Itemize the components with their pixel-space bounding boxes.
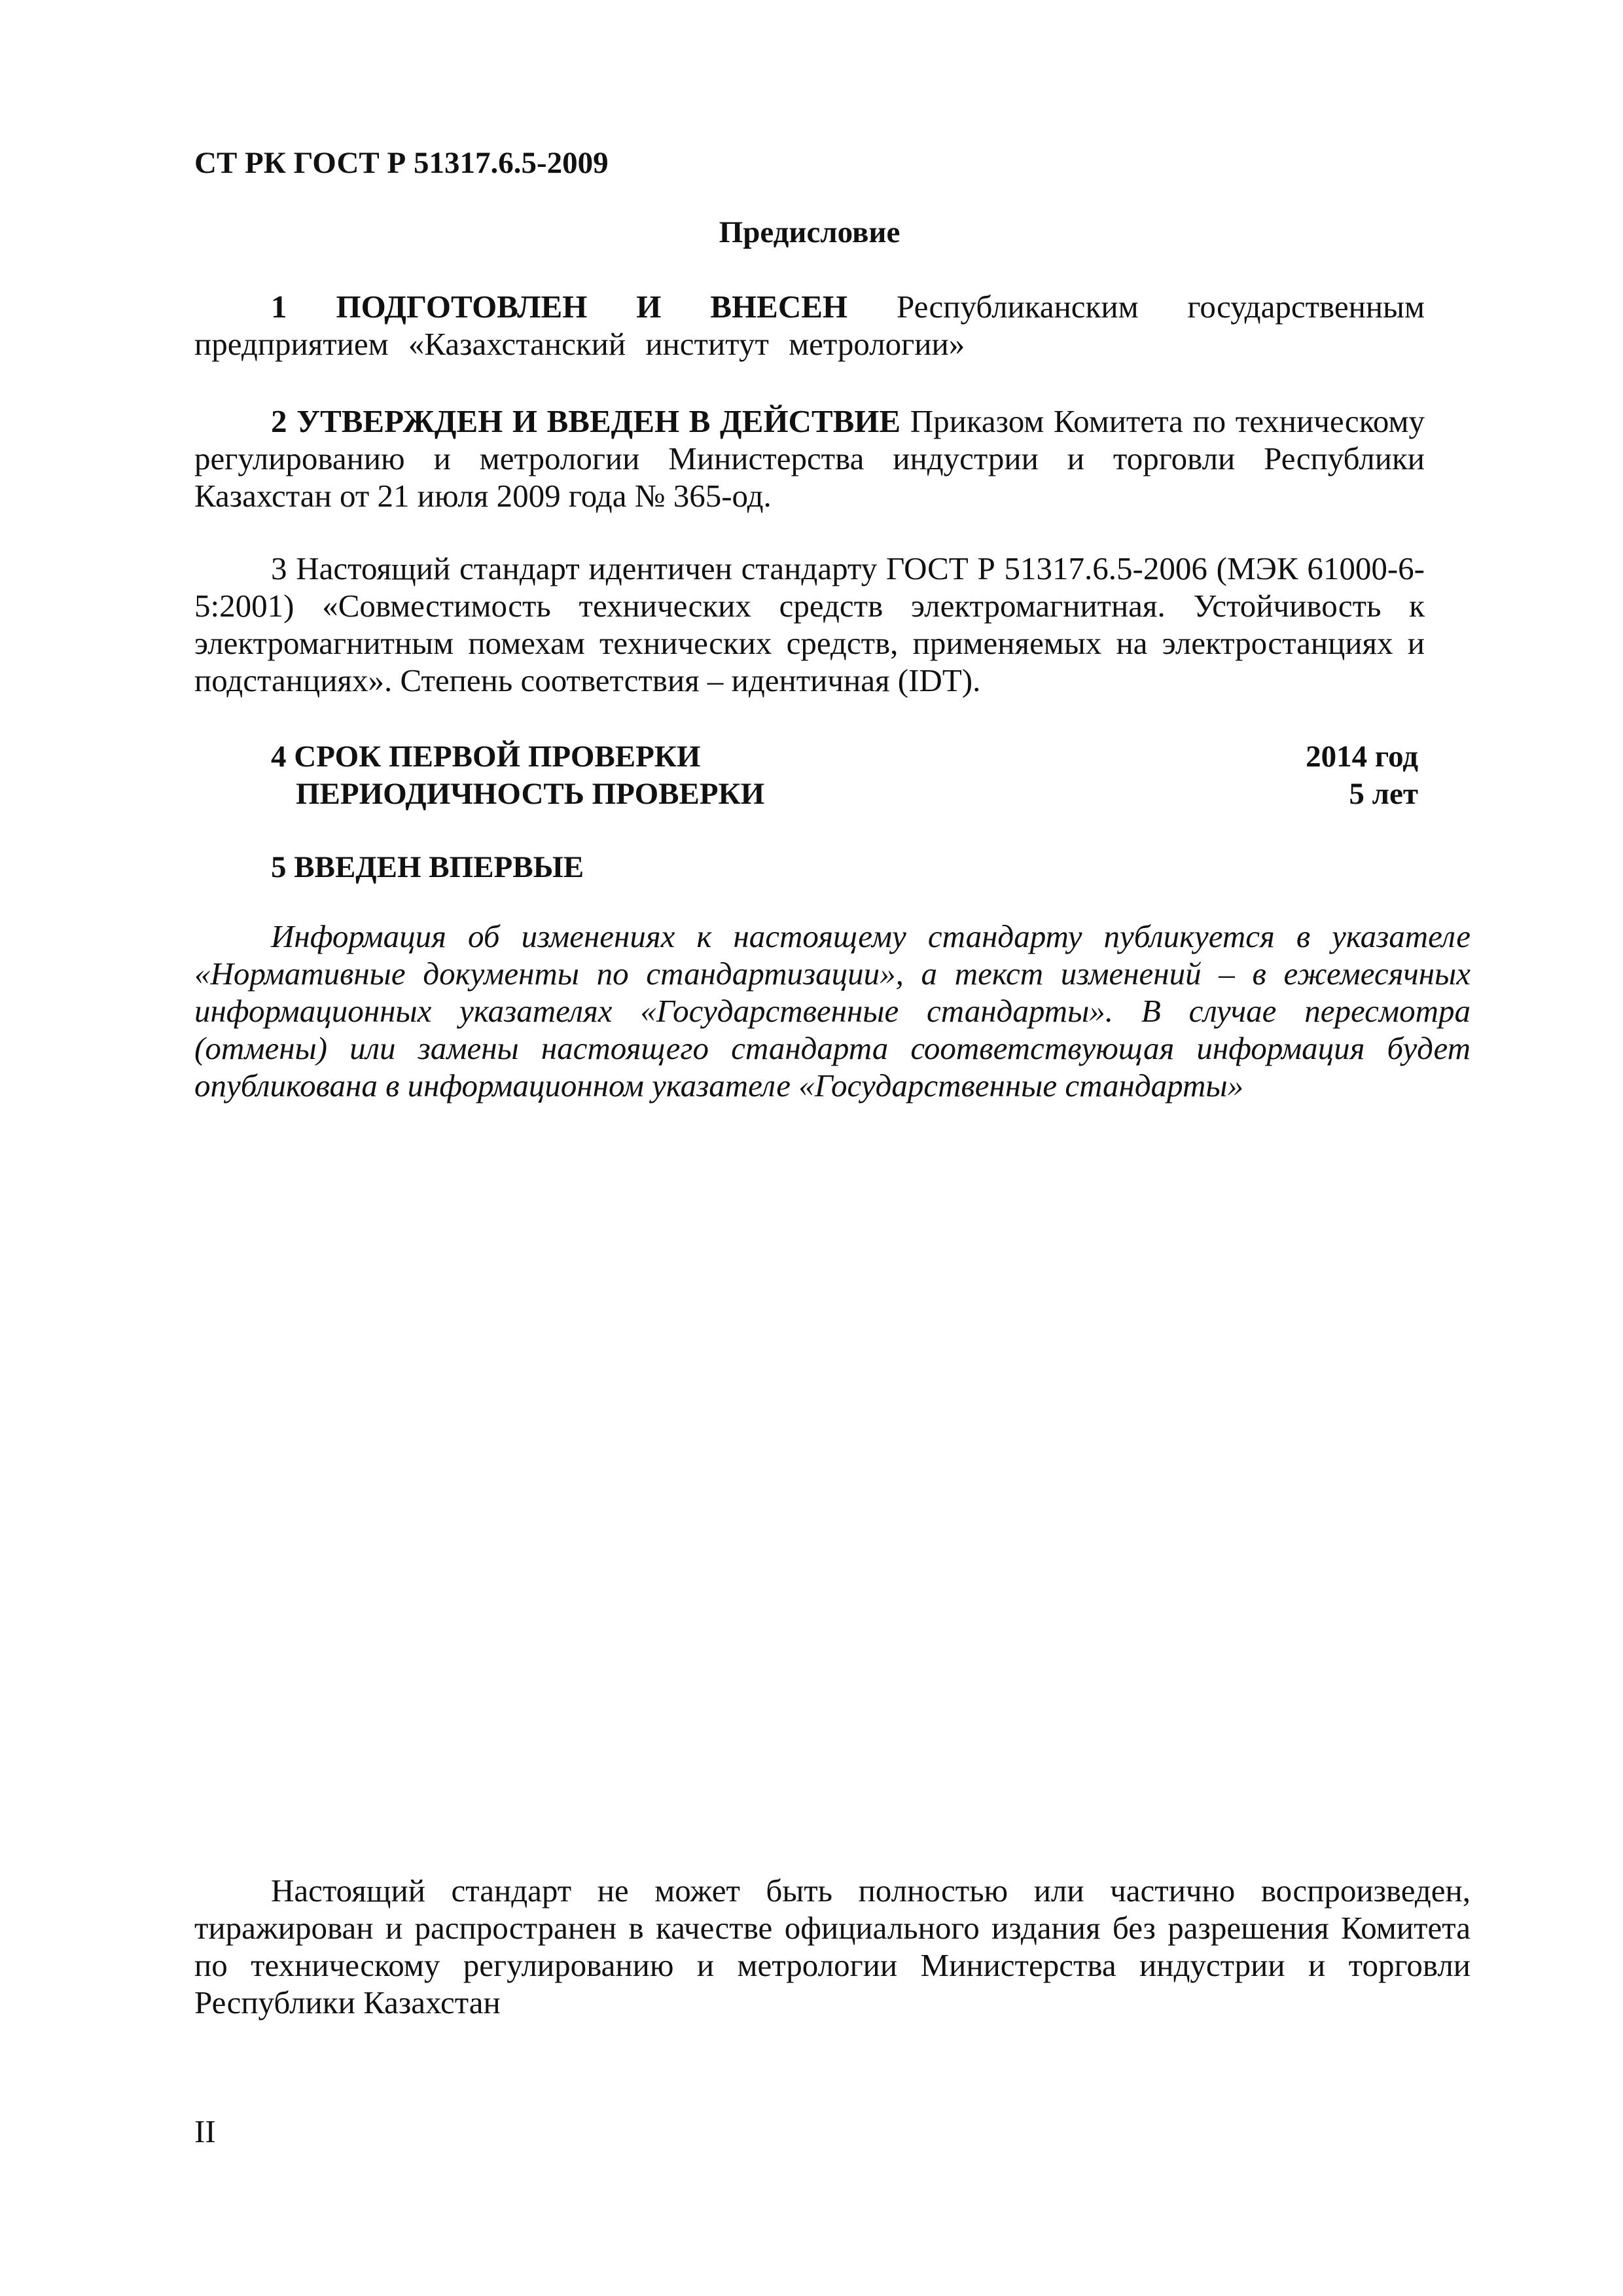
first-check-row — [271, 738, 1425, 776]
item-2-paragraph — [194, 403, 1425, 514]
first-check-value: 2014 год — [1306, 740, 1418, 774]
item-2-lead: 2 УТВЕРЖДЕН И ВВЕДЕН В ДЕЙСТВИЕ — [271, 403, 901, 439]
item-3-paragraph: 3 Настоящий стандарт идентичен стандарту ГОСТ Р 51317.6.5-2006 (МЭК 61000-6-5:2001) «Совместимость технических средств электромагнитная. Устойчивость к электромагнитным помехам технических средств, применяемых на электростанциях и подстанциях». Степень соответствия – идентичная (IDT). — [194, 550, 1425, 698]
check-period-row — [271, 776, 1425, 813]
check-period-label: ПЕРИОДИЧНОСТЬ ПРОВЕРКИ — [296, 777, 765, 811]
check-period-value: 5 лет — [1349, 777, 1418, 811]
item-1-text: Республиканским государственным предприятием «Казахстанский институт метрологии» — [194, 289, 1425, 362]
item-1-paragraph — [194, 288, 1425, 363]
first-check-label: 4 СРОК ПЕРВОЙ ПРОВЕРКИ — [271, 740, 701, 774]
item-1-lead: 1 ПОДГОТОВЛЕН И ВНЕСЕН — [271, 289, 848, 325]
item-2-text: Приказом Комитета по техническому регулированию и метрологии Министерства индустрии и торговли Республики Казахстан от 21 июля 2009 года № 365-од. — [194, 403, 1425, 514]
page-number: II — [194, 2113, 216, 2149]
page-title: Предисловие — [719, 215, 901, 249]
changes-info-paragraph: Информация об изменениях к настоящему стандарту публикуется в указателе «Нормативные документы по стандартизации», а текст изменений – в ежемесячных информационных указателях «Государственные стандарты». В случае пересмотра (отмены) или замены настоящего стандарта соответствующая информация будет опубликована в информационном указателе «Государственные стандарты» — [194, 918, 1471, 1103]
copyright-notice: Настоящий стандарт не может быть полностью или частично воспроизведен, тиражирован и распространен в качестве официального издания без разрешения Комитета по техническому регулированию и метрологии Министерства индустрии и торговли Республики Казахстан — [194, 1873, 1471, 2020]
document-header: СТ РК ГОСТ Р 51317.6.5-2009 — [194, 146, 609, 180]
item-5-heading: 5 ВВЕДЕН ВПЕРВЫЕ — [271, 850, 584, 884]
